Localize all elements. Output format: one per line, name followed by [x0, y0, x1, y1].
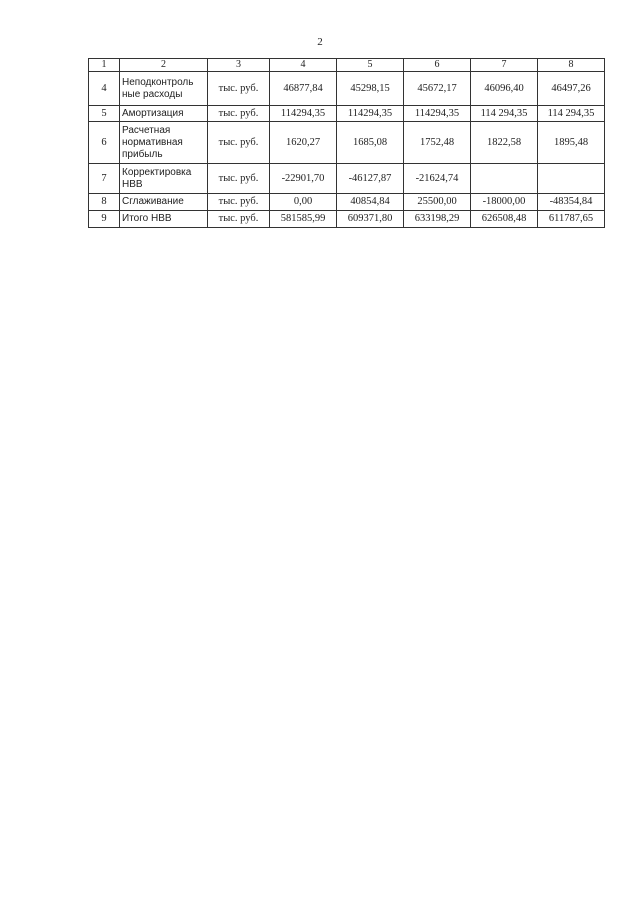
row-number: 7: [89, 164, 120, 194]
value-cell: 46096,40: [471, 72, 538, 106]
value-cell: [471, 164, 538, 194]
row-name: Сглаживание: [120, 194, 208, 211]
value-cell: 114 294,35: [471, 106, 538, 122]
value-cell: 40854,84: [337, 194, 404, 211]
row-name: Неподконтроль ные расходы: [120, 72, 208, 106]
header-row: [89, 59, 605, 72]
value-cell: 114 294,35: [538, 106, 605, 122]
value-cell: 611787,65: [538, 211, 605, 228]
column-header: 2: [120, 59, 208, 72]
value-cell: 1685,08: [337, 122, 404, 164]
row-unit: тыс. руб.: [208, 211, 270, 228]
row-unit: тыс. руб.: [208, 122, 270, 164]
column-header: 4: [270, 59, 337, 72]
row-name: Амортизация: [120, 106, 208, 122]
page-number: 2: [317, 36, 323, 48]
table-row: [89, 72, 605, 106]
row-number: 5: [89, 106, 120, 122]
value-cell: 45298,15: [337, 72, 404, 106]
value-cell: -21624,74: [404, 164, 471, 194]
tariff-table: [88, 58, 605, 228]
row-name: Итого НВВ: [120, 211, 208, 228]
value-cell: 609371,80: [337, 211, 404, 228]
row-number: 9: [89, 211, 120, 228]
row-number: 6: [89, 122, 120, 164]
value-cell: 114294,35: [404, 106, 471, 122]
row-name: Корректировка НВВ: [120, 164, 208, 194]
value-cell: -48354,84: [538, 194, 605, 211]
row-unit: тыс. руб.: [208, 194, 270, 211]
column-header: 3: [208, 59, 270, 72]
value-cell: 633198,29: [404, 211, 471, 228]
row-unit: тыс. руб.: [208, 164, 270, 194]
column-header: 5: [337, 59, 404, 72]
value-cell: -18000,00: [471, 194, 538, 211]
column-header: 1: [89, 59, 120, 72]
value-cell: 46497,26: [538, 72, 605, 106]
table-row: [89, 122, 605, 164]
value-cell: 1822,58: [471, 122, 538, 164]
table-row: [89, 106, 605, 122]
row-unit: тыс. руб.: [208, 106, 270, 122]
value-cell: 45672,17: [404, 72, 471, 106]
value-cell: 1895,48: [538, 122, 605, 164]
row-number: 8: [89, 194, 120, 211]
table-row: [89, 164, 605, 194]
column-header: 6: [404, 59, 471, 72]
value-cell: 581585,99: [270, 211, 337, 228]
value-cell: -22901,70: [270, 164, 337, 194]
table-row: [89, 194, 605, 211]
table-row: [89, 211, 605, 228]
value-cell: [538, 164, 605, 194]
value-cell: 46877,84: [270, 72, 337, 106]
row-unit: тыс. руб.: [208, 72, 270, 106]
column-header: 8: [538, 59, 605, 72]
value-cell: 114294,35: [337, 106, 404, 122]
column-header: 7: [471, 59, 538, 72]
value-cell: 1752,48: [404, 122, 471, 164]
row-number: 4: [89, 72, 120, 106]
value-cell: 626508,48: [471, 211, 538, 228]
value-cell: 0,00: [270, 194, 337, 211]
value-cell: 114294,35: [270, 106, 337, 122]
row-name: Расчетная нормативная прибыль: [120, 122, 208, 164]
value-cell: 1620,27: [270, 122, 337, 164]
value-cell: 25500,00: [404, 194, 471, 211]
value-cell: -46127,87: [337, 164, 404, 194]
